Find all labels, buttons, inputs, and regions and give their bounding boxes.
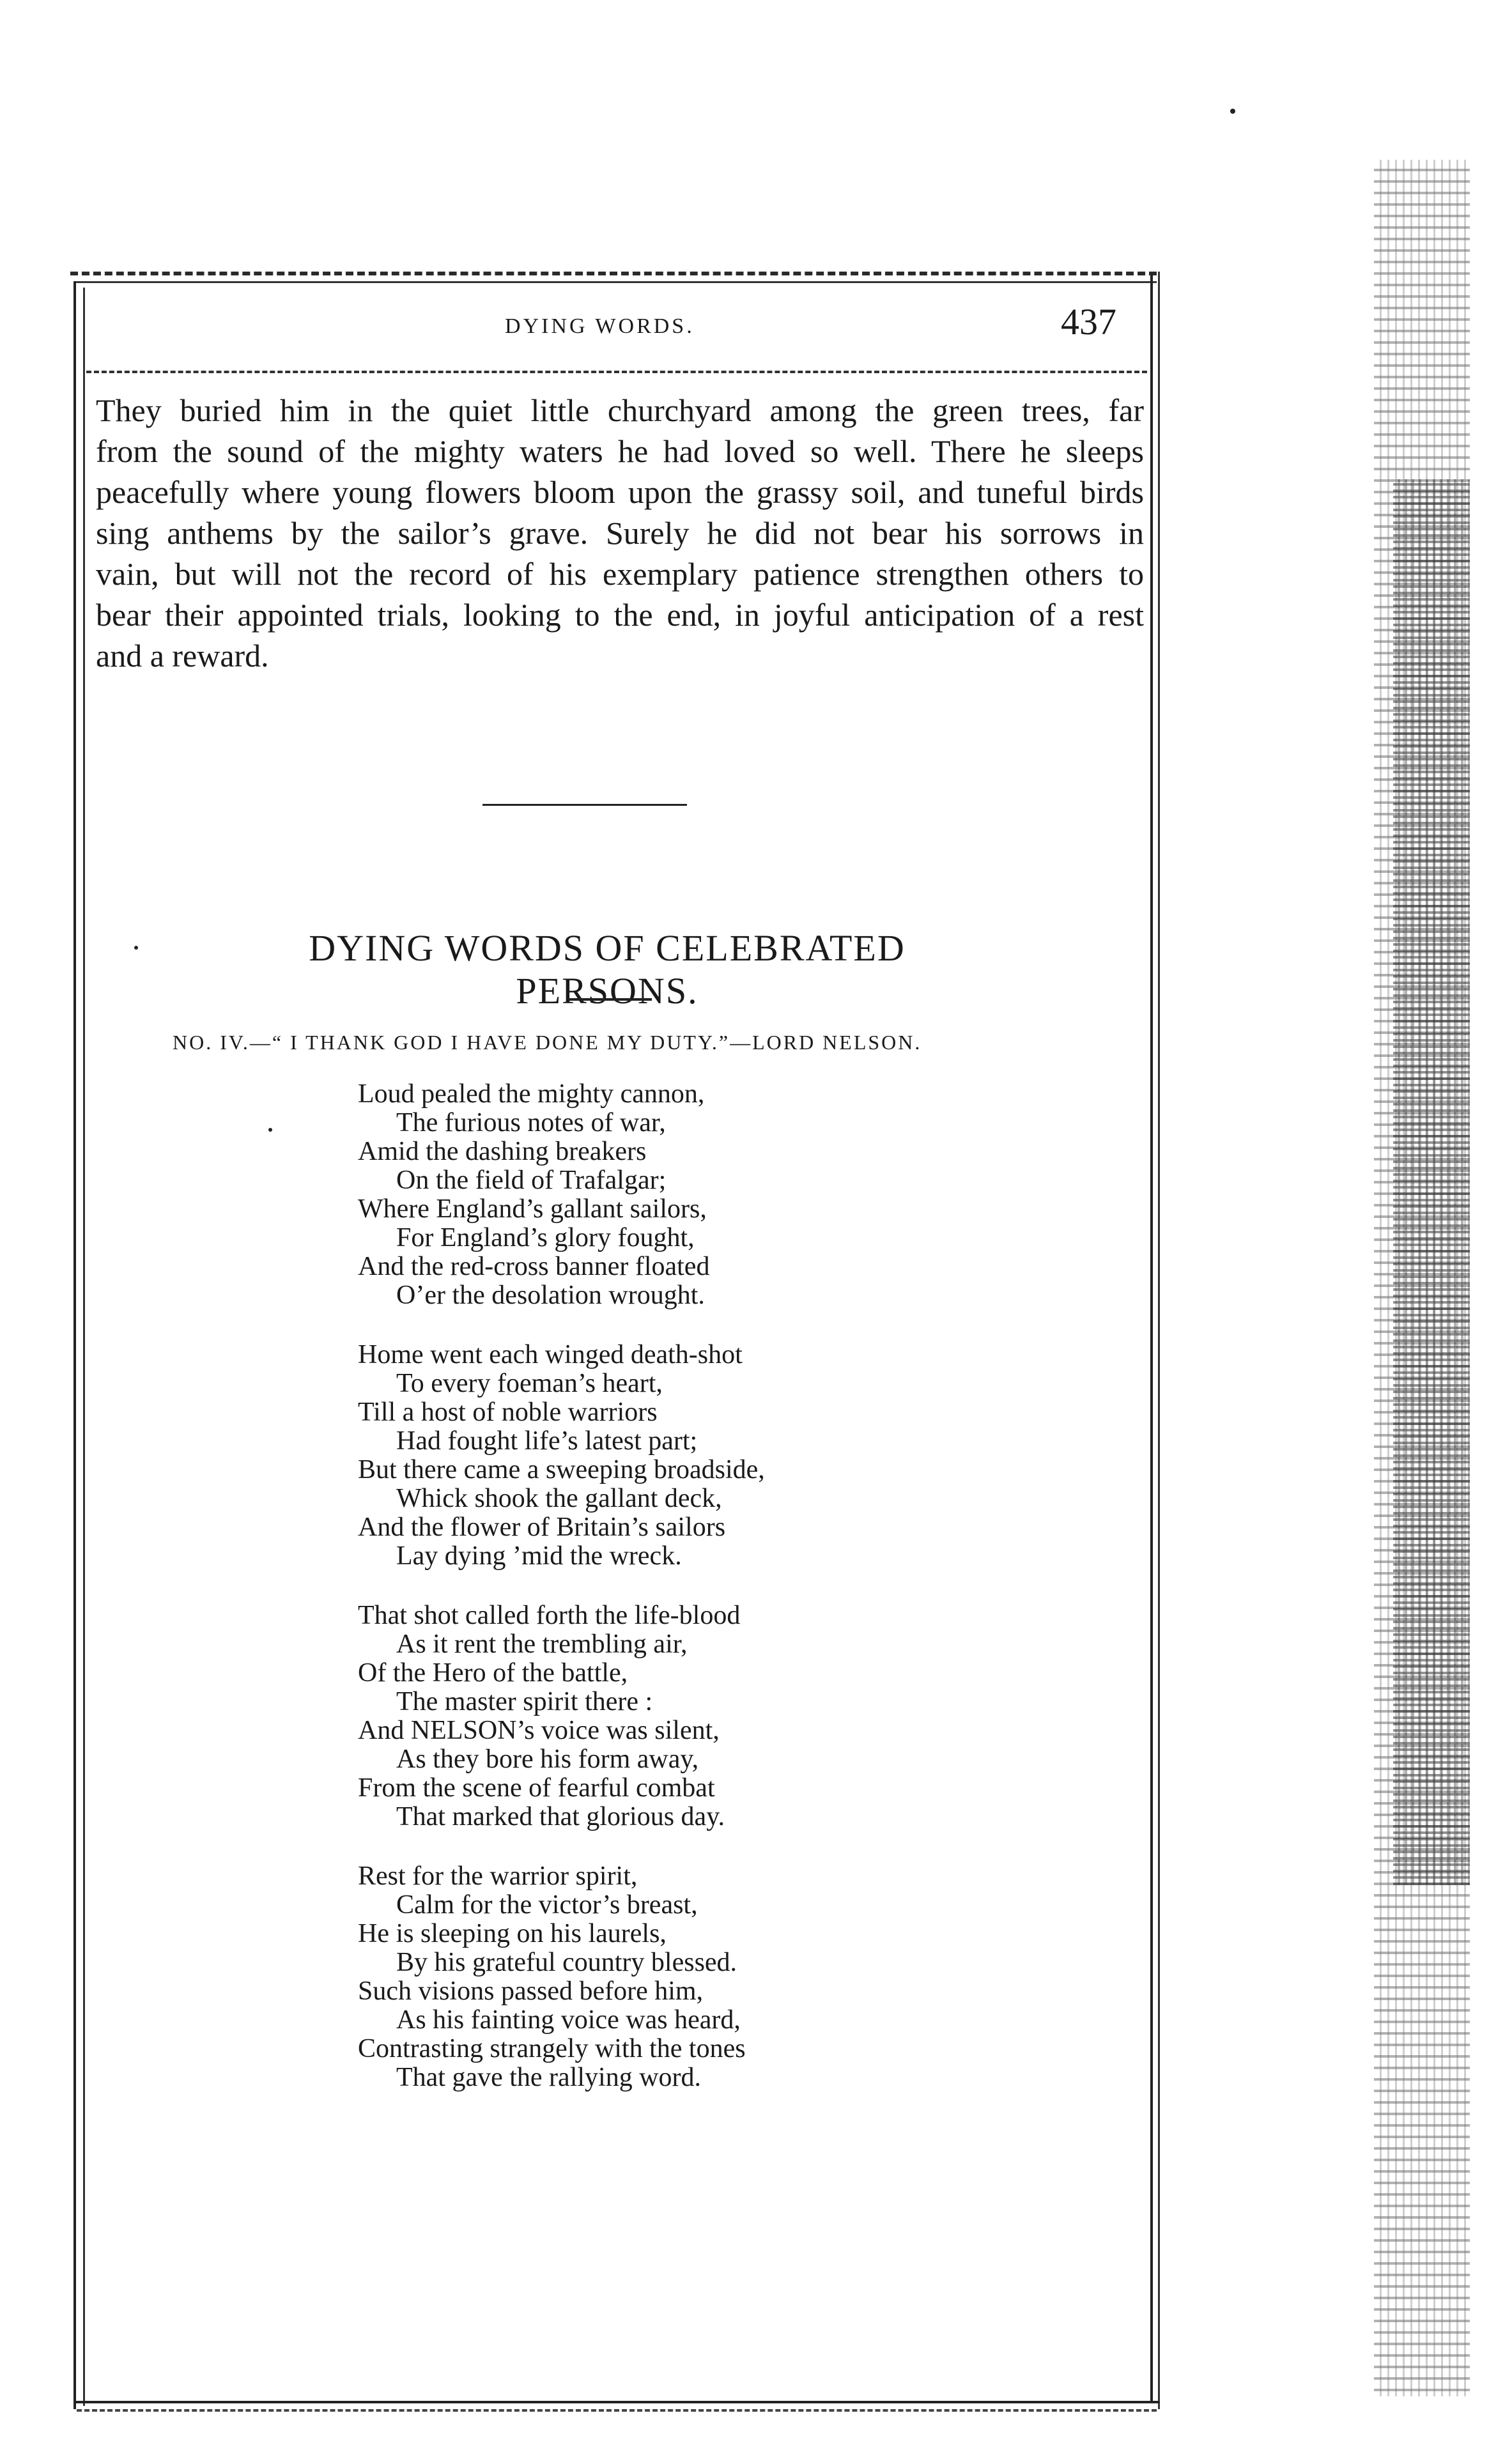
stray-ink-mark bbox=[1230, 109, 1235, 114]
paragraph-line: and a reward. bbox=[96, 638, 269, 674]
poem-line: And the flower of Britain’s sailors bbox=[358, 1513, 726, 1542]
frame-right-inner-border bbox=[1150, 275, 1153, 2403]
title-rule bbox=[569, 998, 652, 1001]
poem-line: From the scene of fearful combat bbox=[358, 1773, 715, 1803]
section-title: DYING WORDS OF CELEBRATED PERSONS. bbox=[309, 927, 906, 1012]
poem-line: And the red-cross banner floated bbox=[358, 1252, 710, 1281]
stray-ink-mark bbox=[134, 946, 138, 950]
paragraph-line: bear their appointed trials, looking to the end, in joyful anticipation of a rest bbox=[96, 597, 1144, 633]
poem-line: Such visions passed before him, bbox=[358, 1977, 704, 2006]
poem-line: By his grateful country blessed. bbox=[396, 1948, 737, 1977]
header-rule bbox=[86, 371, 1147, 373]
poem-line: Of the Hero of the battle, bbox=[358, 1658, 628, 1688]
poem-line: But there came a sweeping broadside, bbox=[358, 1455, 765, 1484]
frame-top-inner-border bbox=[73, 281, 1157, 283]
poem-line: Calm for the victor’s breast, bbox=[396, 1890, 698, 1920]
poem-line: Home went each winged death-shot bbox=[358, 1340, 743, 1369]
poem-line: On the field of Trafalgar; bbox=[396, 1166, 667, 1195]
poem-line: O’er the desolation wrought. bbox=[396, 1281, 705, 1310]
poem-line: Loud pealed the mighty cannon, bbox=[358, 1079, 705, 1109]
poem-line: Till a host of noble warriors bbox=[358, 1398, 658, 1427]
frame-left-border bbox=[73, 281, 76, 2409]
paragraph-line: sing anthems by the sailor’s grave. Surely he did not bear his sorrows in bbox=[96, 515, 1144, 551]
frame-right-border bbox=[1158, 272, 1160, 2409]
poem-line: For England’s glory fought, bbox=[396, 1223, 695, 1252]
frame-bottom-border bbox=[73, 2401, 1160, 2403]
poem-line: Contrasting strangely with the tones bbox=[358, 2034, 746, 2063]
poem-line: To every foeman’s heart, bbox=[396, 1369, 663, 1398]
poem-line: As they bore his form away, bbox=[396, 1745, 699, 1774]
poem-line: That gave the rallying word. bbox=[396, 2063, 702, 2092]
frame-left-inner-border bbox=[83, 288, 85, 2406]
paragraph-line: They buried him in the quiet little churchyard among the green trees, far bbox=[96, 392, 1144, 428]
poem-line: Rest for the warrior spirit, bbox=[358, 1861, 638, 1891]
poem-line: And NELSON’s voice was silent, bbox=[358, 1716, 720, 1745]
paragraph-line: peacefully where young flowers bloom upon the grassy soil, and tuneful birds bbox=[96, 474, 1144, 510]
section-subtitle: NO. IV.—“ I THANK GOD I HAVE DONE MY DUTY.”—LORD NELSON. bbox=[173, 1031, 922, 1054]
section-divider bbox=[482, 804, 687, 806]
poem-line: Lay dying ’mid the wreck. bbox=[396, 1541, 682, 1571]
poem-stanza bbox=[358, 1601, 765, 1831]
poem-line: Where England’s gallant sailors, bbox=[358, 1194, 707, 1224]
poem-line: The furious notes of war, bbox=[396, 1108, 666, 1137]
poem-line: That shot called forth the life-blood bbox=[358, 1601, 741, 1630]
poem-line: As it rent the trembling air, bbox=[396, 1630, 688, 1659]
frame-top-border bbox=[70, 272, 1157, 275]
stray-ink-mark bbox=[268, 1128, 272, 1132]
page-number: 437 bbox=[1061, 301, 1116, 343]
binding-edge-dense-noise bbox=[1393, 479, 1470, 1885]
poem-line: Whick shook the gallant deck, bbox=[396, 1484, 722, 1513]
paragraph-line: vain, but will not the record of his exemplary patience strengthen others to bbox=[96, 556, 1144, 592]
poem-line: As his fainting voice was heard, bbox=[396, 2005, 741, 2035]
poem-line: That marked that glorious day. bbox=[396, 1802, 725, 1831]
poem-line: Amid the dashing breakers bbox=[358, 1137, 647, 1166]
paragraph-line: from the sound of the mighty waters he had loved so well. There he sleeps bbox=[96, 433, 1144, 469]
poem-stanza bbox=[358, 1862, 765, 2092]
frame-bottom-outer-border bbox=[77, 2409, 1157, 2412]
poem-stanza bbox=[358, 1080, 765, 1310]
poem-stanza bbox=[358, 1341, 765, 1571]
poem-line: Had fought life’s latest part; bbox=[396, 1426, 698, 1456]
poem-line: He is sleeping on his laurels, bbox=[358, 1919, 667, 1948]
poem bbox=[358, 1080, 765, 2123]
running-head: DYING WORDS. bbox=[505, 314, 695, 338]
poem-line: The master spirit there : bbox=[396, 1687, 653, 1716]
closing-paragraph bbox=[96, 390, 1144, 676]
